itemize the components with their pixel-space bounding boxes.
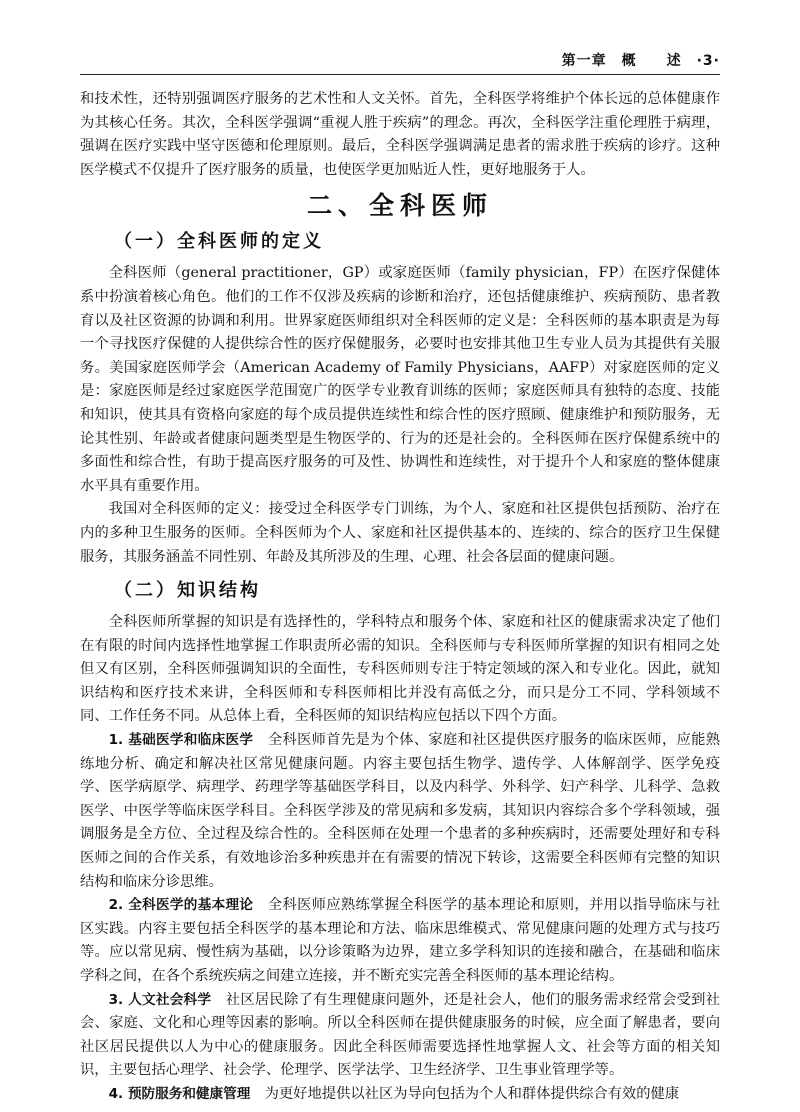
- running-header: 第一章 概 述 ·3·: [561, 53, 720, 69]
- definition-paragraph-1: 全科医师（general practitioner，GP）或家庭医师（family physician，FP）在医疗保健体系中扮演着核心角色。他们的工作不仅涉及疾病的诊断和治疗，还包括健康维护、疾病预防、患者教育以及社区资源的协调和利用。世界家庭医师组织对全科医师的定义是：全科医师的基本职责是为每一个寻找医疗保健的人提供综合性的医疗保健服务，必要时也安排其他卫生专业人员为其提供有关服务。美国家庭医师学会（American Academy of Family Physicians，AAFP）对家庭医师的定义是：家庭医师是经过家庭医学范围宽广的医学专业教育训练的医师；家庭医师具有独特的态度、技能和知识，使其具有资格向家庭的每个成员提供连续性和综合性的医疗照顾、健康维护和预防服务，无论其性别、年龄或者健康问题类型是生物医学的、行为的还是社会的。全科医师在医疗保健系统中的多面性和综合性，有助于提高医疗服务的可及性、协调性和连续性，对于提升个人和家庭的整体健康水平具有重要作用。: [80, 265, 720, 494]
- intro-paragraph: 和技术性，还特别强调医疗服务的艺术性和人文关怀。首先，全科医学将维护个体长远的总体健康作为其核心任务。其次，全科医学强调“重视人胜于疾病”的理念。再次，全科医学注重伦理胜于病理，强调在医疗实践中坚守医德和伦理原则。最后，全科医学强调满足患者的需求胜于疾病的诊疗。这种医学模式不仅提升了医疗服务的质量，也使医学更加贴近人性，更好地服务于人。: [80, 91, 720, 178]
- knowledge-item-2: [80, 894, 720, 988]
- definition-paragraph-2: 我国对全科医师的定义：接受过全科医学专门训练，为个人、家庭和社区提供包括预防、治疗在内的多种卫生服务的医师。全科医师为个人、家庭和社区提供基本的、连续的、综合的医疗卫生保健服务，其服务涵盖不同性别、年龄及其所涉及的生理、心理、社会各层面的健康问题。: [80, 501, 720, 565]
- page-header: [80, 48, 720, 75]
- knowledge-item-2-text: 全科医师应熟练掌握全科医学的基本理论和原则，并用以指导临床与社区实践。内容主要包括全科医学的基本理论和方法、临床思维模式、常见健康问题的处理方式与技巧等。应以常见病、慢性病为基础，以分诊策略为边界，建立多学科知识的连接和融合，在基础和临床学科之间，在各个系统疾病之间建立连接，并不断充实完善全科医师的基本理论结构。: [80, 897, 721, 984]
- knowledge-item-3-text: 社区居民除了有生理健康问题外，还是社会人，他们的服务需求经常会受到社会、家庭、文化和心理等因素的影响。所以全科医师在提供健康服务的时候，应全面了解患者，要向社区居民提供以人为中心的健康服务。因此全科医师需要选择性地掌握人文、社会等方面的相关知识，主要包括心理学、社会学、伦理学、医学法学、卫生经济学、卫生事业管理学等。: [80, 991, 720, 1079]
- knowledge-item-3: [80, 989, 720, 1083]
- subsection-title-definition: （一）全科医师的定义: [114, 231, 324, 253]
- knowledge-item-4-text: 为更好地提供以社区为导向包括为个人和群体提供综合有效的健康: [264, 1085, 680, 1102]
- subsection-title-knowledge: （二）知识结构: [114, 580, 261, 602]
- knowledge-item-4-lead: 4. 预防服务和健康管理: [108, 1085, 251, 1102]
- knowledge-item-2-lead: 2. 全科医学的基本理论: [108, 897, 254, 914]
- knowledge-item-1: [80, 729, 720, 894]
- knowledge-item-3-lead: 3. 人文社会科学: [108, 991, 212, 1008]
- knowledge-item-4: [80, 1083, 720, 1107]
- knowledge-item-1-text: 全科医师首先是为个体、家庭和社区提供医疗服务的临床医师，应能熟练地分析、确定和解决社区常见健康问题。内容主要包括生物学、遗传学、人体解剖学、医学免疫学、医学病原学、病理学、药理学等基础医学科目，以及内科学、外科学、妇产科学、儿科学、急救医学、中医学等临床医学科目。全科医学涉及的常见病和多发病，其知识内容综合多个学科领域，强调服务是全方位、全过程及综合性的。全科医师在处理一个患者的多种疾病时，还需要处理好和专科医师之间的合作关系，有效地诊治多种疾患并在有需要的情况下转诊，这需要全科医师有完整的知识结构和临床分诊思维。: [80, 732, 721, 890]
- knowledge-paragraph: 全科医师所掌握的知识是有选择性的，学科特点和服务个体、家庭和社区的健康需求决定了他们在有限的时间内选择性地掌握工作职责所必需的知识。全科医师与专科医师所掌握的知识有相同之处但又有区别，全科医师强调知识的全面性，专科医师则专注于特定领域的深入和专业化。因此，就知识结构和医疗技术来讲，全科医师和专科医师相比并没有高低之分，而只是分工不同、学科领域不同、工作任务不同。从总体上看，全科医师的知识结构应包括以下四个方面。: [80, 614, 720, 725]
- knowledge-item-1-lead: 1. 基础医学和临床医学: [108, 732, 254, 749]
- page-body: [80, 88, 720, 1107]
- section-title: 二、全科医师: [306, 191, 493, 221]
